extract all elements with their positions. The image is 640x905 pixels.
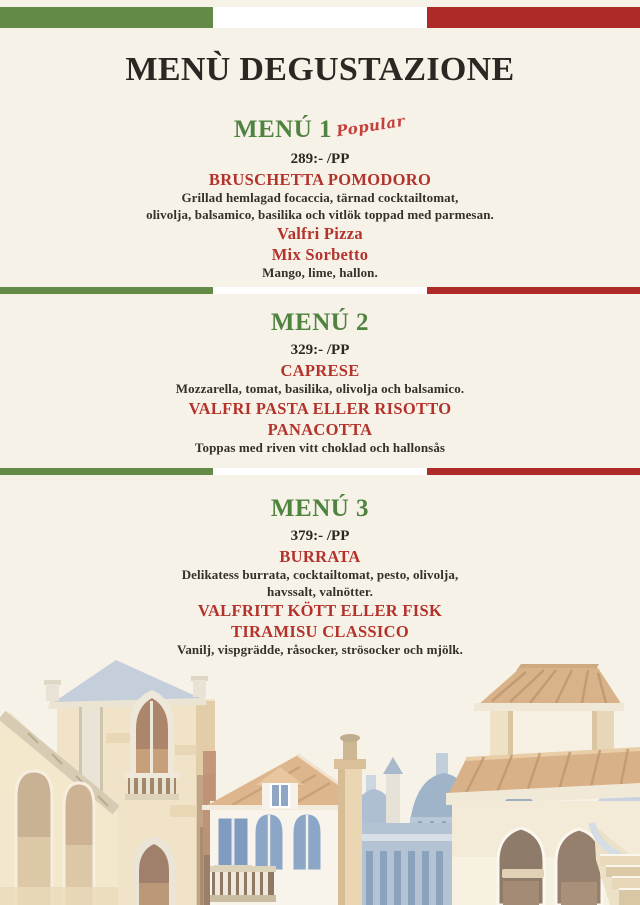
- flag-red-segment: [427, 468, 640, 475]
- italian-flag-divider-2: [0, 468, 640, 475]
- menu-1-popular-badge: Popular: [335, 111, 407, 141]
- italian-flag-stripe-top: [0, 7, 640, 28]
- italian-flag-divider-1: [0, 287, 640, 294]
- menu-1-price: 289:- /PP: [290, 151, 350, 167]
- menu-item: PANACOTTA: [267, 419, 373, 439]
- menu-section-2: [0, 308, 640, 456]
- menu-item-description: olivolja, balsamico, basilika och vitlök toppad med parmesan.: [146, 206, 494, 222]
- flag-green-segment: [0, 7, 213, 28]
- menu-section-1: [0, 111, 640, 282]
- menu-3-heading: MENÚ 3: [270, 495, 370, 522]
- menu-item: BURRATA: [279, 547, 361, 566]
- menu-item: VALFRI PASTA ELLER RISOTTO: [188, 398, 452, 418]
- flag-green-segment: [0, 287, 213, 294]
- right-bell-tower-building: [446, 664, 640, 905]
- flag-green-segment: [0, 468, 213, 475]
- menu-2-heading: MENÚ 2: [270, 309, 370, 336]
- menu-item-description: Grillad hemlagad focaccia, tärnad cocktailtomat,: [181, 190, 459, 205]
- flag-white-segment: [213, 7, 426, 28]
- menu-item-description: Mango, lime, hallon.: [262, 265, 378, 280]
- flag-red-segment: [427, 287, 640, 294]
- menu-item: BRUSCHETTA POMODORO: [208, 170, 432, 189]
- menu-item: Valfri Pizza: [277, 224, 363, 243]
- menu-item: CAPRESE: [280, 361, 360, 380]
- flag-red-segment: [427, 7, 640, 28]
- menu-section-3: [0, 494, 640, 659]
- menu-item-description: Mozzarella, tomat, basilika, olivolja och balsamico.: [175, 381, 465, 396]
- menu-item-description: havssalt, valnötter.: [267, 583, 373, 599]
- flag-white-segment: [213, 468, 426, 475]
- flag-white-segment: [213, 287, 426, 294]
- menu-item-description: Delikatess burrata, cocktailtomat, pesto, olivolja,: [181, 567, 459, 582]
- menu-1-heading-row: [0, 111, 640, 147]
- italian-town-illustration: [0, 655, 640, 905]
- menu-item: Mix Sorbetto: [271, 245, 369, 264]
- menu-item-description: Toppas med riven vitt choklad och hallonsås: [194, 439, 446, 455]
- menu-item: TIRAMISU CLASSICO: [231, 622, 409, 641]
- page-title: MENÙ DEGUSTAZIONE: [125, 51, 515, 88]
- menu-item-description: Vanilj, vispgrädde, råsocker, strösocker och mjölk.: [177, 642, 463, 657]
- menu-item: VALFRITT KÖTT ELLER FISK: [197, 601, 443, 620]
- menu-1-heading: MENÚ 1: [233, 116, 333, 143]
- menu-2-price: 329:- /PP: [290, 342, 350, 358]
- menu-3-price: 379:- /PP: [290, 528, 350, 544]
- white-house: [202, 734, 366, 905]
